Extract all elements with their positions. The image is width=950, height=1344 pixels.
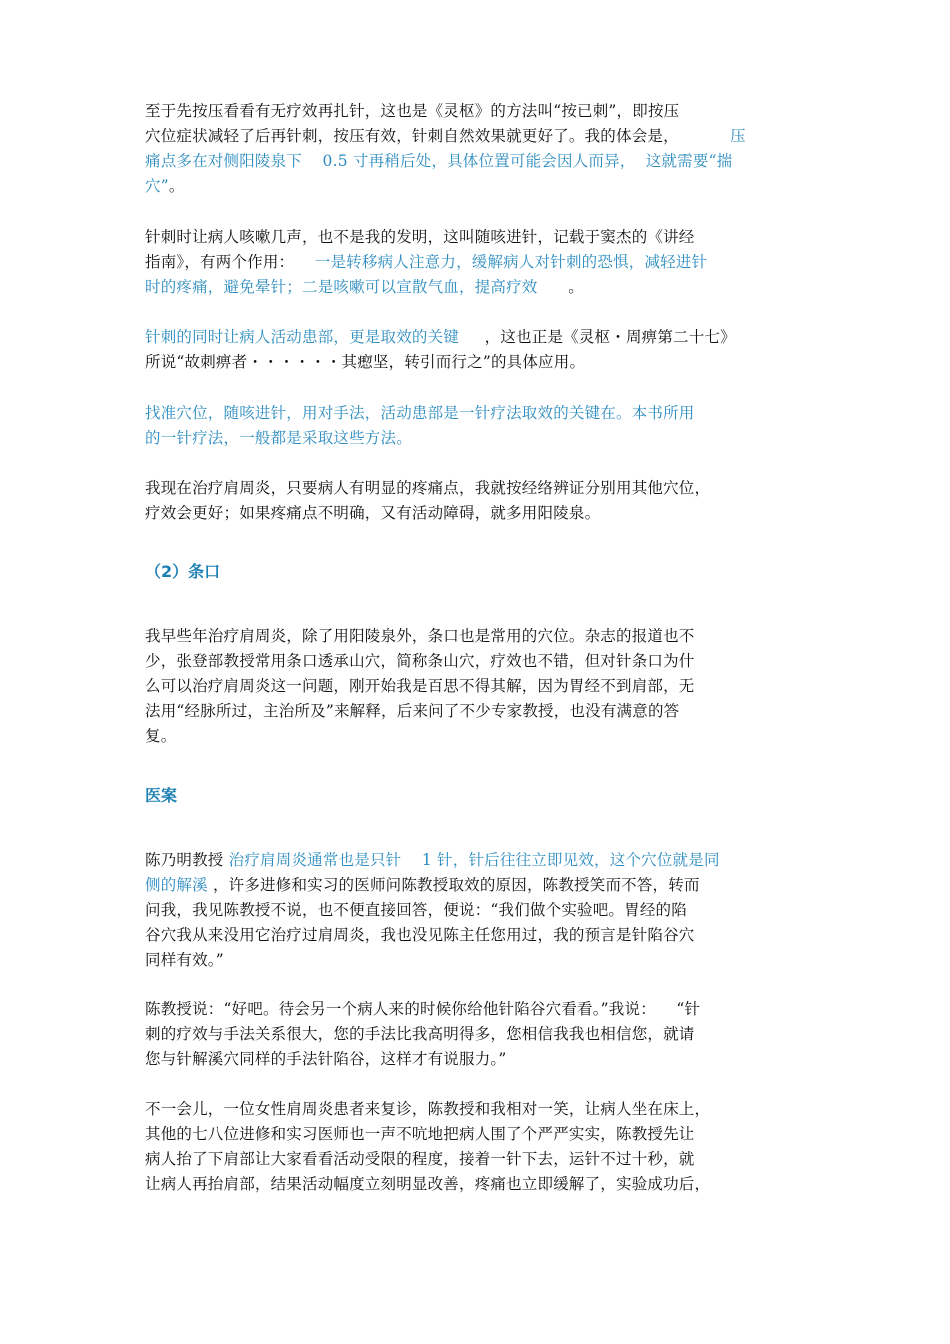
paragraph-line	[145, 100, 679, 122]
body-text: 。	[168, 177, 185, 195]
paragraph-line	[145, 226, 695, 248]
paragraph-line	[145, 150, 732, 172]
paragraph-line	[145, 949, 224, 971]
body-text: 至于先按压看看有无疗效再扎针，这也是《灵枢》的方法叫“按已刺”，即按压	[145, 102, 680, 120]
body-text: 所说“故刺痹者・・・・・・其瘛坚，转引而行之”的具体应用。	[145, 353, 586, 371]
paragraph-line	[145, 427, 412, 449]
body-text: 不一会儿，一位女性肩周炎患者来复诊，陈教授和我相对一笑，让病人坐在床上，	[145, 1100, 711, 1118]
highlighted-text: 压	[730, 127, 746, 145]
body-text: 陈教授说：“好吧。待会另一个病人来的时候你给他针陷谷穴看看。”我说： “针	[145, 1000, 701, 1018]
body-text: 病人抬了下肩部让大家看看活动受限的程度，接着一针下去，运针不过十秒，就	[145, 1150, 695, 1168]
highlighted-text: 针刺的同时让病人活动患部，更是取效的关键	[145, 328, 460, 346]
highlighted-text: 找准穴位，随咳进针，用对手法，活动患部是一针疗法取效的关键在。本书所用	[145, 404, 695, 422]
body-text: 。	[537, 278, 584, 296]
highlighted-text: 痛点多在对侧阳陵泉下 0.5 寸再稍后处，具体位置可能会因人而异， 这就需要“揣	[145, 152, 733, 170]
body-text: 我现在治疗肩周炎，只要病人有明显的疼痛点，我就按经络辨证分别用其他穴位，	[145, 479, 711, 497]
body-text: 么可以治疗肩周炎这一问题，刚开始我是百思不得其解，因为胃经不到肩部，无	[145, 677, 695, 695]
paragraph-line	[145, 1123, 695, 1145]
body-text: 复。	[145, 727, 177, 745]
paragraph-line	[145, 251, 707, 273]
body-text: ，许多进修和实习的医师问陈教授取效的原因，陈教授笑而不答，转而	[207, 876, 700, 894]
body-text: 同样有效。”	[145, 951, 224, 969]
paragraph-line	[145, 874, 700, 896]
highlighted-text: 时的疼痛，避免晕针；二是咳嗽可以宣散气血，提高疗效	[145, 278, 538, 296]
paragraph-line	[145, 125, 746, 147]
body-text: 疗效会更好；如果疼痛点不明确，又有活动障碍，就多用阳陵泉。	[145, 504, 601, 522]
paragraph-line	[145, 700, 679, 722]
body-text: 问我，我见陈教授不说，也不便直接回答，便说：“我们做个实验吧。胃经的陷	[145, 901, 687, 919]
highlighted-text: 侧的解溪	[145, 876, 208, 894]
body-text: ，这也正是《灵枢・周痹第二十七》	[459, 328, 736, 346]
paragraph-line	[145, 725, 176, 747]
paragraph-line	[145, 1173, 710, 1195]
body-text: 法用“经脉所过，主治所及”来解释，后来问了不少专家教授，也没有满意的答	[145, 702, 680, 720]
paragraph-line	[145, 276, 584, 298]
paragraph-line	[145, 849, 720, 871]
highlighted-text: 一是转移病人注意力，缓解病人对针刺的恐惧，减轻进针	[314, 253, 708, 271]
paragraph-line	[145, 477, 710, 499]
body-text: 少，张登部教授常用条口透承山穴，简称条山穴，疗效也不错，但对针条口为什	[145, 652, 695, 670]
paragraph-line	[145, 502, 600, 524]
paragraph-line	[145, 175, 185, 197]
paragraph-line	[145, 625, 695, 647]
paragraph-line	[145, 675, 695, 697]
paragraph-line	[145, 1023, 695, 1045]
paragraph-line	[145, 1148, 695, 1170]
section-heading: 医案	[145, 786, 178, 805]
body-text: 您与针解溪穴同样的手法针陷谷，这样才有说服力。”	[145, 1050, 507, 1068]
paragraph-line	[145, 899, 687, 921]
body-text: 陈乃明教授	[145, 851, 229, 869]
body-text: 谷穴我从来没用它治疗过肩周炎，我也没见陈主任您用过，我的预言是针陷谷穴	[145, 926, 695, 944]
paragraph-line	[145, 402, 695, 424]
paragraph-line	[145, 924, 695, 946]
body-text: 刺的疗效与手法关系很大，您的手法比我高明得多，您相信我我也相信您，就请	[145, 1025, 695, 1043]
highlighted-text: 治疗肩周炎通常也是只针 1 针，针后往往立即见效，这个穴位就是同	[228, 851, 720, 869]
paragraph-line	[145, 351, 585, 373]
body-text: 针刺时让病人咳嗽几声，也不是我的发明，这叫随咳进针，记载于窦杰的《讲经	[145, 228, 695, 246]
paragraph-line	[145, 1098, 710, 1120]
body-text: 穴位症状减轻了后再针刺，按压有效，针刺自然效果就更好了。我的体会是，	[145, 127, 731, 145]
body-text: 其他的七八位进修和实习医师也一声不吭地把病人围了个严严实实，陈教授先让	[145, 1125, 695, 1143]
highlighted-text: 的一针疗法，一般都是采取这些方法。	[145, 429, 412, 447]
paragraph-line	[145, 1048, 506, 1070]
section-heading: （2）条口	[145, 562, 221, 581]
paragraph-line	[145, 650, 695, 672]
body-text: 我早些年治疗肩周炎，除了用阳陵泉外，条口也是常用的穴位。杂志的报道也不	[145, 627, 695, 645]
body-text: 指南》，有两个作用：	[145, 253, 315, 271]
body-text: 让病人再抬肩部，结果活动幅度立刻明显改善，疼痛也立即缓解了，实验成功后，	[145, 1175, 711, 1193]
highlighted-text: 穴”	[145, 177, 169, 195]
paragraph-line	[145, 998, 700, 1020]
paragraph-line	[145, 326, 736, 348]
